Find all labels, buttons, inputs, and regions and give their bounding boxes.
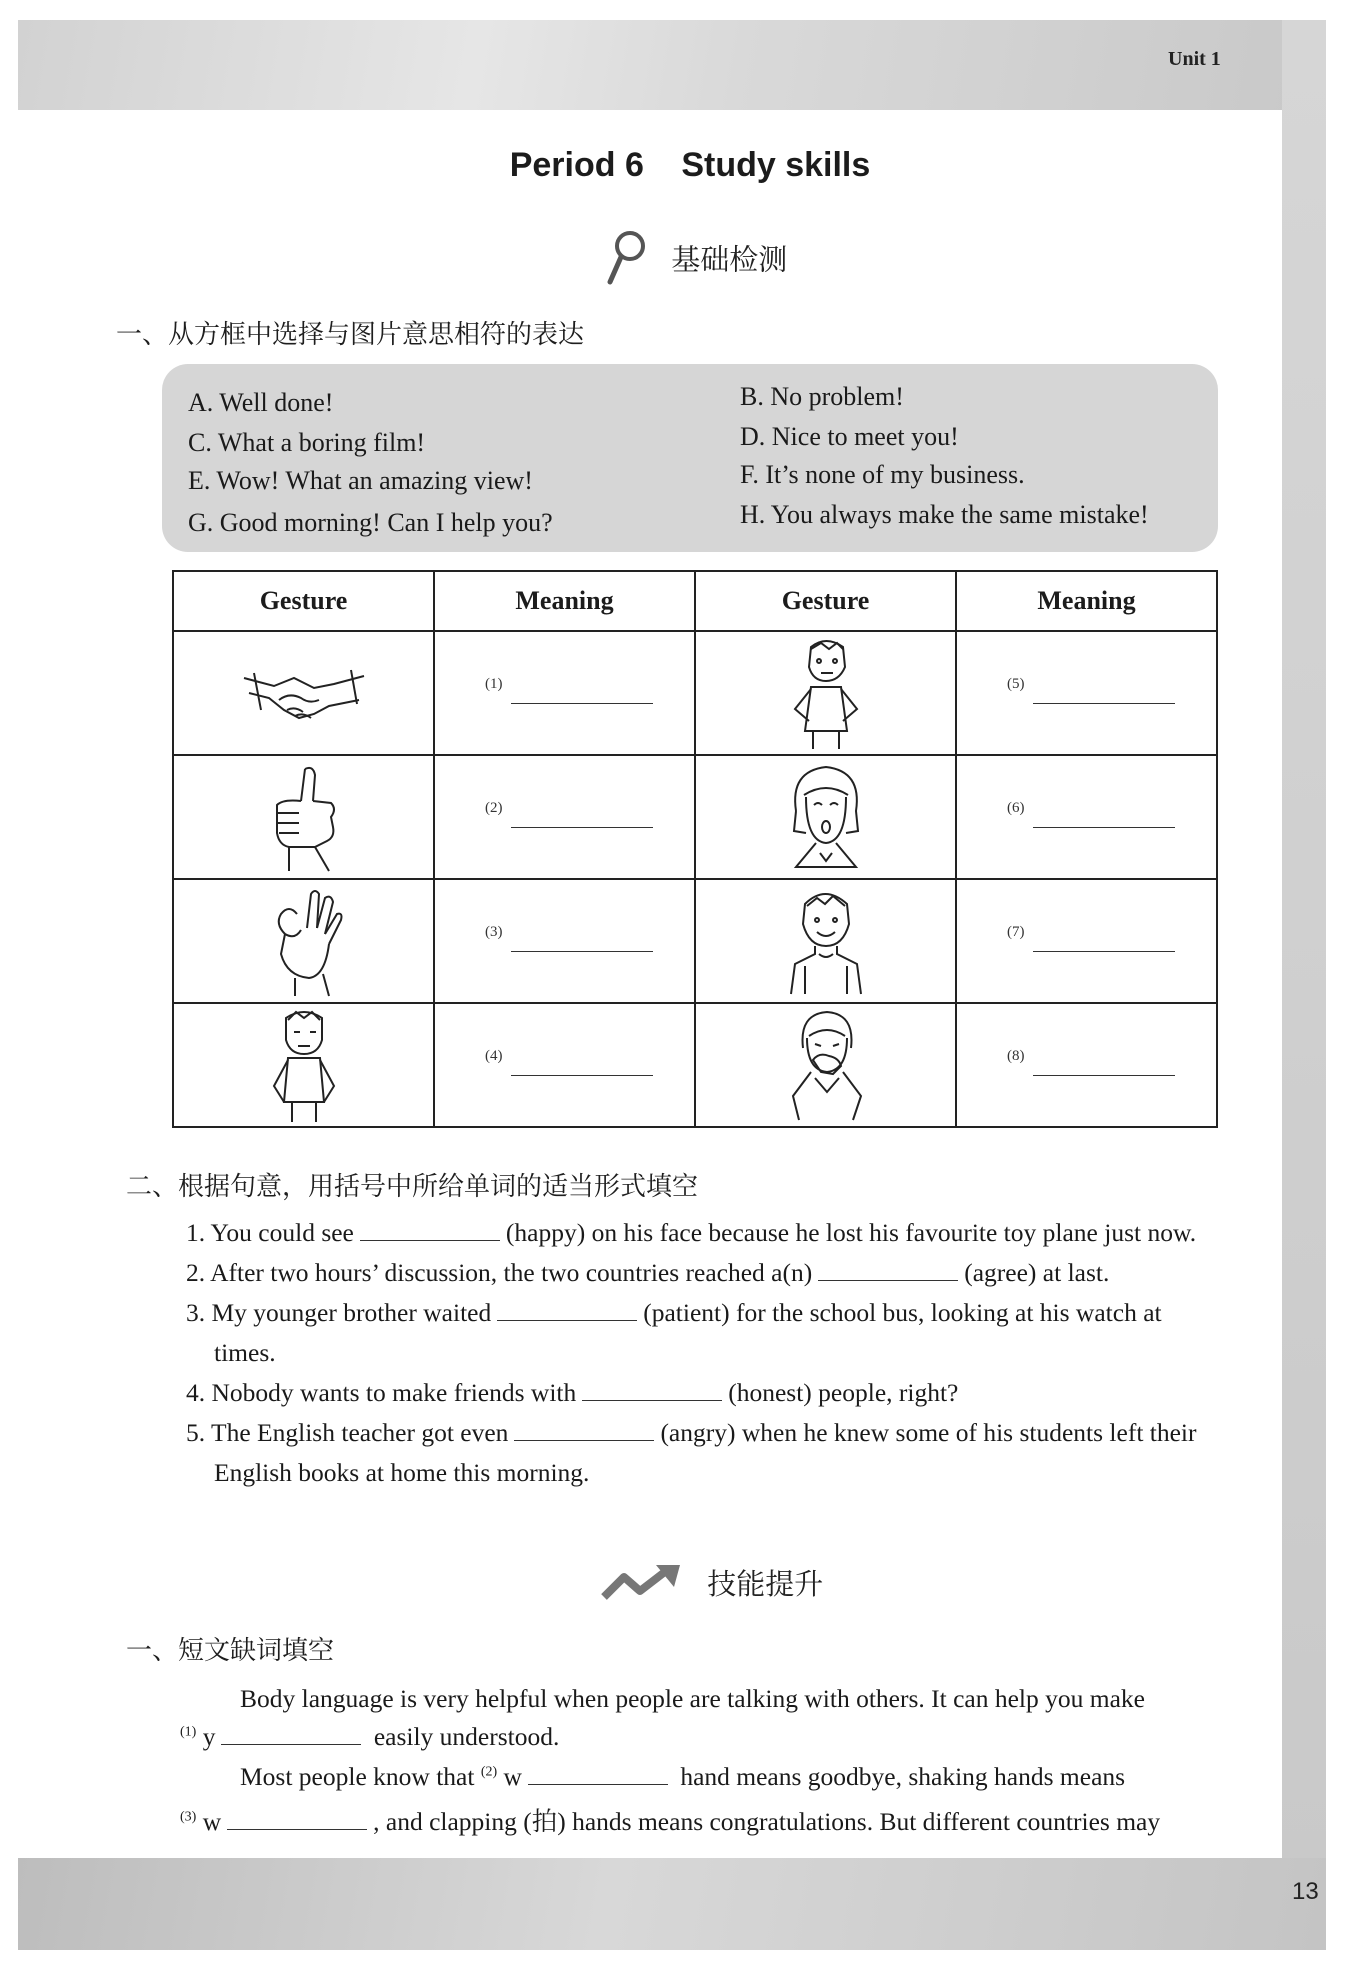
trend-arrow-icon [600, 1563, 684, 1610]
answer-blank[interactable] [818, 1258, 958, 1281]
fill-item-3 [186, 1298, 1162, 1328]
page-footer-band [18, 1858, 1326, 1950]
page-number: 13 [1292, 1878, 1319, 1905]
blank-number: (6) [1007, 800, 1025, 816]
answer-blank[interactable] [511, 950, 653, 952]
answer-blank[interactable] [514, 1418, 654, 1441]
answer-blank[interactable] [1033, 950, 1175, 952]
gesture-cell [173, 755, 434, 879]
table-header-row [173, 571, 1217, 631]
shrugging-boy-icon [264, 1006, 344, 1124]
option-b: B. No problem! [740, 382, 904, 411]
blank-number: (2) [480, 1764, 498, 1780]
answer-blank[interactable] [1033, 826, 1175, 828]
fill-item-text: 1. You could see [186, 1218, 354, 1247]
blank-number: (1) [485, 676, 503, 692]
section-skill-label: 技能提升 [707, 1567, 824, 1601]
initial-letter: w [202, 1807, 222, 1836]
meaning-cell [434, 1003, 695, 1127]
meaning-cell [956, 879, 1217, 1003]
fill-item-1 [186, 1218, 1196, 1248]
table-row [173, 1003, 1217, 1127]
fill-item-text: 4. Nobody wants to make friends with [186, 1378, 577, 1407]
fill-item-2 [186, 1258, 1109, 1288]
gesture-cell [695, 755, 956, 879]
handshake-icon [239, 648, 369, 738]
gesture-cell [173, 879, 434, 1003]
yawning-girl-icon [781, 1008, 871, 1122]
section-skill-heading [600, 1562, 823, 1610]
surprised-girl-icon [776, 761, 876, 873]
option-e: E. Wow! What an amazing view! [188, 466, 533, 495]
table-row [173, 755, 1217, 879]
page-edge-band [1282, 20, 1326, 1870]
gesture-cell [173, 1003, 434, 1127]
initial-letter: w [503, 1762, 522, 1791]
blank-number: (4) [485, 1048, 503, 1064]
fill-item-5-cont: English books at home this morning. [214, 1458, 590, 1487]
passage-text: Most people know that [240, 1762, 475, 1791]
fill-item-text: (angry) when he knew some of his students left their [660, 1418, 1197, 1447]
option-h: H. You always make the same mistake! [740, 500, 1149, 529]
passage-line-4 [180, 1802, 1160, 1838]
gesture-cell [695, 631, 956, 755]
magnifier-icon [604, 230, 648, 293]
passage-line-1: Body language is very helpful when people are talking with others. It can help you make [240, 1684, 1145, 1713]
fill-item-text: 5. The English teacher got even [186, 1418, 509, 1447]
fill-item-4 [186, 1378, 958, 1408]
part1-heading: 一、从方框中选择与图片意思相符的表达 [116, 320, 585, 350]
col-header-gesture-1: Gesture [173, 571, 434, 631]
col-header-meaning-2: Meaning [956, 571, 1217, 631]
initial-letter: y [202, 1722, 216, 1751]
table-row [173, 631, 1217, 755]
part2-heading: 二、根据句意，用括号中所给单词的适当形式填空 [126, 1172, 699, 1202]
fill-item-text: 3. My younger brother waited [186, 1298, 492, 1327]
answer-blank[interactable] [511, 1074, 653, 1076]
option-a: A. Well done! [188, 388, 334, 417]
gesture-cell [695, 879, 956, 1003]
section-basic-label: 基础检测 [671, 242, 788, 277]
boy-hands-on-hips-icon [781, 635, 871, 751]
meaning-cell [956, 755, 1217, 879]
blank-number: (5) [1007, 676, 1025, 692]
option-d: D. Nice to meet you! [740, 422, 959, 451]
col-header-gesture-2: Gesture [695, 571, 956, 631]
fill-item-3-cont: times. [214, 1338, 276, 1367]
fill-item-5 [186, 1418, 1197, 1448]
answer-blank[interactable] [511, 826, 653, 828]
fill-item-text: (happy) on his face because he lost his favourite toy plane just now. [505, 1218, 1197, 1247]
meaning-cell [434, 755, 695, 879]
passage-text: easily understood. [373, 1722, 560, 1751]
page-title [0, 146, 1350, 185]
blank-number: (1) [180, 1724, 197, 1740]
passage-line-2 [180, 1722, 559, 1752]
passage-text: , and clapping (拍) hands means congratulations. But different countries may [373, 1807, 1161, 1836]
topic-label: Study skills [681, 146, 871, 184]
gesture-cell [173, 631, 434, 755]
answer-blank[interactable] [227, 1807, 367, 1830]
answer-blank[interactable] [1033, 1074, 1175, 1076]
blank-number: (2) [485, 800, 503, 816]
answer-blank[interactable] [497, 1298, 637, 1321]
part3-heading: 一、短文缺词填空 [126, 1636, 335, 1666]
fill-item-text: (patient) for the school bus, looking at his watch at [643, 1298, 1162, 1327]
meaning-cell [434, 631, 695, 755]
gesture-table [172, 570, 1218, 1128]
smiling-boy-icon [781, 884, 871, 998]
col-header-meaning-1: Meaning [434, 571, 695, 631]
meaning-cell [434, 879, 695, 1003]
passage-text: hand means goodbye, shaking hands means [680, 1762, 1126, 1791]
fill-item-text: (agree) at last. [964, 1258, 1110, 1287]
page-header-band [18, 20, 1326, 110]
blank-number: (7) [1007, 924, 1025, 940]
blank-number: (8) [1007, 1048, 1025, 1064]
blank-number: (3) [485, 924, 503, 940]
answer-blank[interactable] [360, 1218, 500, 1241]
answer-blank[interactable] [528, 1762, 668, 1785]
answer-blank[interactable] [1033, 702, 1175, 704]
fill-item-text: 2. After two hours’ discussion, the two countries reached a(n) [186, 1258, 813, 1287]
option-c: C. What a boring film! [188, 428, 426, 457]
unit-label: Unit 1 [1168, 48, 1221, 70]
thumbs-up-icon [259, 761, 349, 873]
answer-blank[interactable] [511, 702, 653, 704]
fill-item-text: (honest) people, right? [728, 1378, 959, 1407]
ok-hand-icon [259, 884, 349, 998]
table-row [173, 879, 1217, 1003]
meaning-cell [956, 631, 1217, 755]
option-f: F. It’s none of my business. [740, 460, 1025, 489]
meaning-cell [956, 1003, 1217, 1127]
period-label: Period 6 [509, 146, 644, 184]
section-basic-heading [604, 230, 787, 293]
answer-blank[interactable] [221, 1722, 361, 1745]
answer-blank[interactable] [582, 1378, 722, 1401]
gesture-cell [695, 1003, 956, 1127]
passage-line-3 [240, 1762, 1125, 1792]
blank-number: (3) [180, 1809, 197, 1825]
option-g: G. Good morning! Can I help you? [188, 508, 553, 537]
